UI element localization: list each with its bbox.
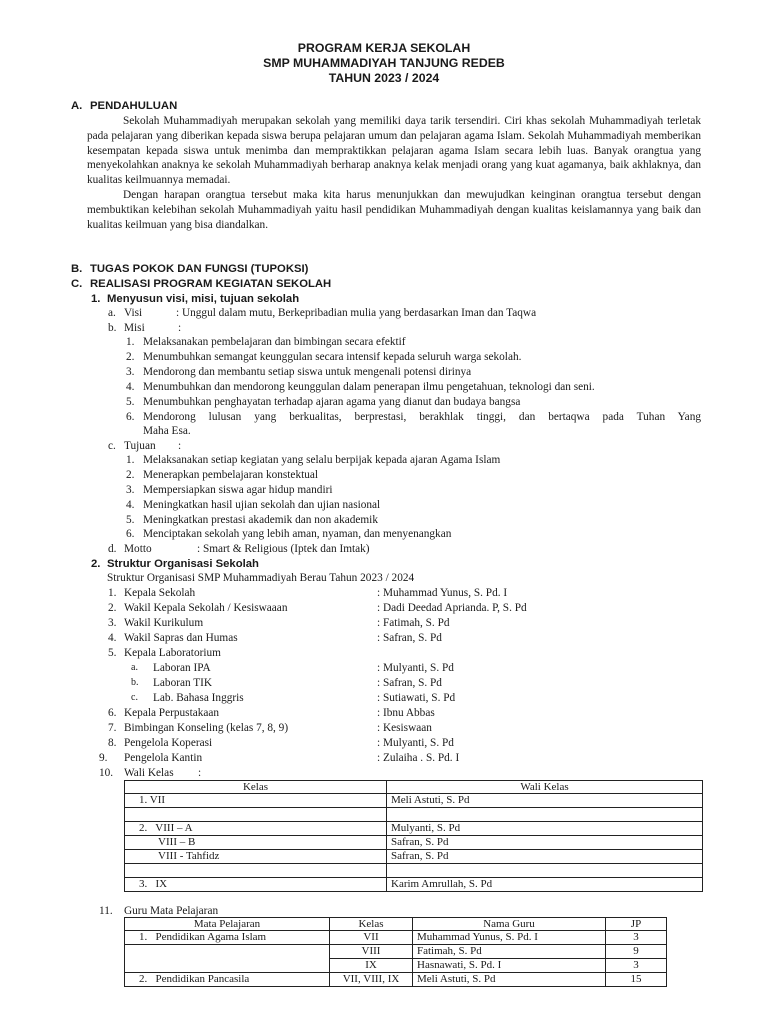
motto-letter: d. — [108, 543, 117, 555]
tujuan-item-number: 5. — [126, 514, 135, 526]
table-row — [125, 931, 667, 945]
section-b-title: TUGAS POKOK DAN FUNGSI (TUPOKSI) — [90, 263, 309, 275]
struktur-role: Wakil Kepala Sekolah / Kesiswaaan — [124, 602, 288, 614]
struktur-name: : Mulyanti, S. Pd — [377, 737, 454, 749]
cell-guru: Meli Astuti, S. Pd — [413, 973, 606, 987]
guru-mapel-number: 11. — [99, 905, 113, 917]
misi-item: Melaksanakan pembelajaran dan bimbingan secara efektif — [143, 336, 406, 348]
struktur-role: Kepala Perpustakaan — [124, 707, 220, 719]
table-row — [125, 973, 667, 987]
cell-guru: Hasnawati, S. Pd. I — [413, 959, 606, 973]
struktur-role: Kepala Laboratorium — [124, 647, 221, 659]
header-jp: JP — [606, 918, 667, 931]
table-row — [125, 878, 703, 892]
guru-mapel-table — [124, 917, 667, 987]
struktur-name: : Zulaiha . S. Pd. I — [377, 752, 460, 764]
lab-name: : Safran, S. Pd — [377, 677, 442, 689]
table-row — [125, 822, 703, 836]
struktur-name: : Safran, S. Pd — [377, 632, 442, 644]
item-2-title: Struktur Organisasi Sekolah — [107, 558, 259, 570]
struktur-name: : Muhammad Yunus, S. Pd. I — [377, 587, 508, 599]
table-row — [125, 836, 703, 850]
cell-wali: Safran, S. Pd — [387, 836, 703, 850]
table-row — [125, 959, 667, 973]
tujuan-item: Meningkatkan hasil ujian sekolah dan ujian nasional — [143, 499, 381, 511]
cell-kelas — [125, 864, 387, 878]
tujuan-item-number: 1. — [126, 454, 135, 466]
misi-item: Menumbuhkan semangat keunggulan secara intensif kepada seluruh warga sekolah. — [143, 351, 522, 363]
table-row — [125, 945, 667, 959]
struktur-role: Wakil Kurikulum — [124, 617, 204, 629]
section-a-number: A. — [71, 100, 83, 112]
struktur-number: 3. — [108, 617, 117, 629]
misi-colon: : — [178, 322, 182, 334]
item-1-title: Menyusun visi, misi, tujuan sekolah — [107, 293, 300, 305]
header-kelas: Kelas — [330, 918, 413, 931]
cell-kelas — [125, 808, 387, 822]
misi-item-number: 4. — [126, 381, 135, 393]
misi-letter: b. — [108, 322, 117, 334]
cell-kelas: 3. IX — [125, 878, 387, 892]
wali-kelas-number: 10. — [99, 767, 114, 779]
tujuan-item: Meningkatkan prestasi akademik dan non akademik — [143, 514, 378, 526]
visi-letter: a. — [108, 307, 116, 319]
cell-guru: Muhammad Yunus, S. Pd. I — [413, 931, 606, 945]
cell-kelas: 2. VIII – A — [125, 822, 387, 836]
tujuan-item-number: 2. — [126, 469, 135, 481]
struktur-role: Wakil Sapras dan Humas — [124, 632, 238, 644]
tujuan-item: Menerapkan pembelajaran konstektual — [143, 469, 319, 481]
header-nama-guru: Nama Guru — [413, 918, 606, 931]
tujuan-colon: : — [178, 440, 182, 452]
doc-title-line1: PROGRAM KERJA SEKOLAH — [297, 41, 471, 55]
cell-wali — [387, 864, 703, 878]
misi-item: Mendorong dan membantu setiap siswa untuk mengenali potensi dirinya — [143, 366, 472, 378]
wali-kelas-colon: : — [198, 767, 202, 779]
visi-label: Visi — [124, 307, 143, 319]
tujuan-item-number: 3. — [126, 484, 135, 496]
wali-kelas-table — [124, 780, 703, 892]
table-row — [125, 808, 703, 822]
table-row — [125, 794, 703, 808]
misi-item-continuation: Maha Esa. — [143, 425, 191, 437]
motto-value: : Smart & Religious (Iptek dan Imtak) — [197, 543, 370, 555]
tujuan-item: Melaksanakan setiap kegiatan yang selalu berpijak kepada ajaran Agama Islam — [143, 454, 501, 466]
header-wali-kelas: Wali Kelas — [387, 781, 703, 794]
section-c-number: C. — [71, 278, 83, 290]
struktur-number: 9. — [99, 752, 108, 764]
doc-title-line2: SMP MUHAMMADIYAH TANJUNG REDEB — [263, 56, 505, 70]
struktur-name: : Fatimah, S. Pd — [377, 617, 450, 629]
cell-mapel — [125, 959, 330, 973]
table-row — [125, 850, 703, 864]
header-kelas: Kelas — [125, 781, 387, 794]
struktur-number: 1. — [108, 587, 117, 599]
lab-role: Laboran IPA — [153, 662, 211, 674]
misi-item-number: 1. — [126, 336, 135, 348]
lab-name: : Sutiawati, S. Pd — [377, 692, 456, 704]
guru-mapel-label: Guru Mata Pelajaran — [124, 905, 219, 917]
misi-item: Menumbuhkan dan mendorong keunggulan dalam penerapan ilmu pengetahuan, teknologi dan seni. — [143, 381, 595, 393]
struktur-role: Pengelola Koperasi — [124, 737, 213, 749]
item-1-number: 1. — [91, 293, 101, 305]
struktur-role: Bimbingan Konseling (kelas 7, 8, 9) — [124, 722, 289, 734]
tujuan-letter: c. — [108, 440, 116, 452]
lab-letter: c. — [131, 692, 138, 703]
cell-kelas: VIII – B — [125, 836, 387, 850]
struktur-role: Pengelola Kantin — [124, 752, 203, 764]
section-c-title: REALISASI PROGRAM KEGIATAN SEKOLAH — [90, 278, 332, 290]
struktur-number: 7. — [108, 722, 117, 734]
misi-item: Mendorong lulusan yang berkualitas, berprestasi, berakhlak tinggi, dan bertaqwa pada Tuhan Yang — [143, 411, 701, 423]
cell-kelas: IX — [330, 959, 413, 973]
visi-value: : Unggul dalam mutu, Berkepribadian mulia yang berdasarkan Iman dan Taqwa — [176, 307, 537, 319]
cell-mapel: 2. Pendidikan Pancasila — [125, 973, 330, 987]
struktur-caption: Struktur Organisasi SMP Muhammadiyah Berau Tahun 2023 / 2024 — [107, 572, 415, 584]
tujuan-label: Tujuan — [124, 440, 156, 452]
cell-jp: 9 — [606, 945, 667, 959]
cell-wali: Meli Astuti, S. Pd — [387, 794, 703, 808]
section-b-number: B. — [71, 263, 83, 275]
struktur-number: 2. — [108, 602, 117, 614]
cell-kelas: VIII - Tahfidz — [125, 850, 387, 864]
table-header-row — [125, 918, 667, 931]
cell-mapel: 1. Pendidikan Agama Islam — [125, 931, 330, 945]
doc-title-line3: TAHUN 2023 / 2024 — [328, 71, 440, 85]
tujuan-item-number: 4. — [126, 499, 135, 511]
cell-kelas: VIII — [330, 945, 413, 959]
struktur-number: 4. — [108, 632, 117, 644]
misi-item-number: 3. — [126, 366, 135, 378]
tujuan-item: Menciptakan sekolah yang lebih aman, nyaman, dan menyenangkan — [143, 528, 452, 540]
lab-letter: a. — [131, 662, 138, 673]
intro-paragraph-2: Dengan harapan orangtua tersebut maka kita harus menunjukkan dan mewujudkan keinginan orangtua tersebut dengan membuktikan kelebihan sekolah Muhammadiyah yaitu hasil pendidikan Muhammadiyah dengan kualitas keislamannya yang baik dan kualitas keilmuan yang bisa diandalkan. — [87, 188, 701, 231]
lab-name: : Mulyanti, S. Pd — [377, 662, 454, 674]
motto-label: Motto — [124, 543, 152, 555]
table-header-row — [125, 781, 703, 794]
lab-role: Lab. Bahasa Inggris — [153, 692, 244, 704]
misi-item-number: 2. — [126, 351, 135, 363]
item-2-number: 2. — [91, 558, 101, 570]
cell-kelas: VII — [330, 931, 413, 945]
misi-item-number: 6. — [126, 411, 135, 423]
wali-kelas-label: Wali Kelas — [124, 767, 174, 779]
intro-paragraph-1: Sekolah Muhammadiyah merupakan sekolah yang memiliki daya tarik tersendiri. Ciri khas sekolah Muhammadiyah terletak pada pelajaran yang diberikan kepada siswa berupa pelajaran umum dan pelajaran agama Islam. Sekolah Muhammadiyah memberikan kesempatan kepada siswa untuk menimba dan mempraktikkan pelajaran agama Islam secara lebih luas. Banyak orangtua yang menyekolahkan anaknya ke sekolah Muhammadiyah berharap anaknya kelak menjadi orang yang kuat agamanya, baik akhlaknya, dan kualitas keilmuannya memadai. — [87, 115, 701, 187]
lab-letter: b. — [131, 677, 139, 688]
struktur-name: : Kesiswaan — [377, 722, 432, 734]
misi-label: Misi — [124, 322, 145, 334]
misi-item-number: 5. — [126, 396, 135, 408]
cell-wali: Safran, S. Pd — [387, 850, 703, 864]
struktur-number: 6. — [108, 707, 117, 719]
cell-jp: 3 — [606, 931, 667, 945]
lab-role: Laboran TIK — [153, 677, 213, 689]
misi-item: Menumbuhkan penghayatan terhadap ajaran agama yang dianut dan budaya bangsa — [143, 396, 521, 408]
struktur-number: 8. — [108, 737, 117, 749]
struktur-role: Kepala Sekolah — [124, 587, 196, 599]
header-mata-pelajaran: Mata Pelajaran — [125, 918, 330, 931]
cell-jp: 3 — [606, 959, 667, 973]
struktur-name: : Ibnu Abbas — [377, 707, 435, 719]
tujuan-item: Mempersiapkan siswa agar hidup mandiri — [143, 484, 333, 496]
cell-wali — [387, 808, 703, 822]
cell-wali: Mulyanti, S. Pd — [387, 822, 703, 836]
section-a-body — [87, 114, 701, 232]
table-row — [125, 864, 703, 878]
cell-jp: 15 — [606, 973, 667, 987]
cell-kelas: 1. VII — [125, 794, 387, 808]
cell-mapel — [125, 945, 330, 959]
struktur-name: : Dadi Deedad Aprianda. P, S. Pd — [377, 602, 527, 614]
cell-wali: Karim Amrullah, S. Pd — [387, 878, 703, 892]
tujuan-item-number: 6. — [126, 528, 135, 540]
struktur-number: 5. — [108, 647, 117, 659]
section-a-title: PENDAHULUAN — [90, 100, 178, 112]
cell-kelas: VII, VIII, IX — [330, 973, 413, 987]
cell-guru: Fatimah, S. Pd — [413, 945, 606, 959]
